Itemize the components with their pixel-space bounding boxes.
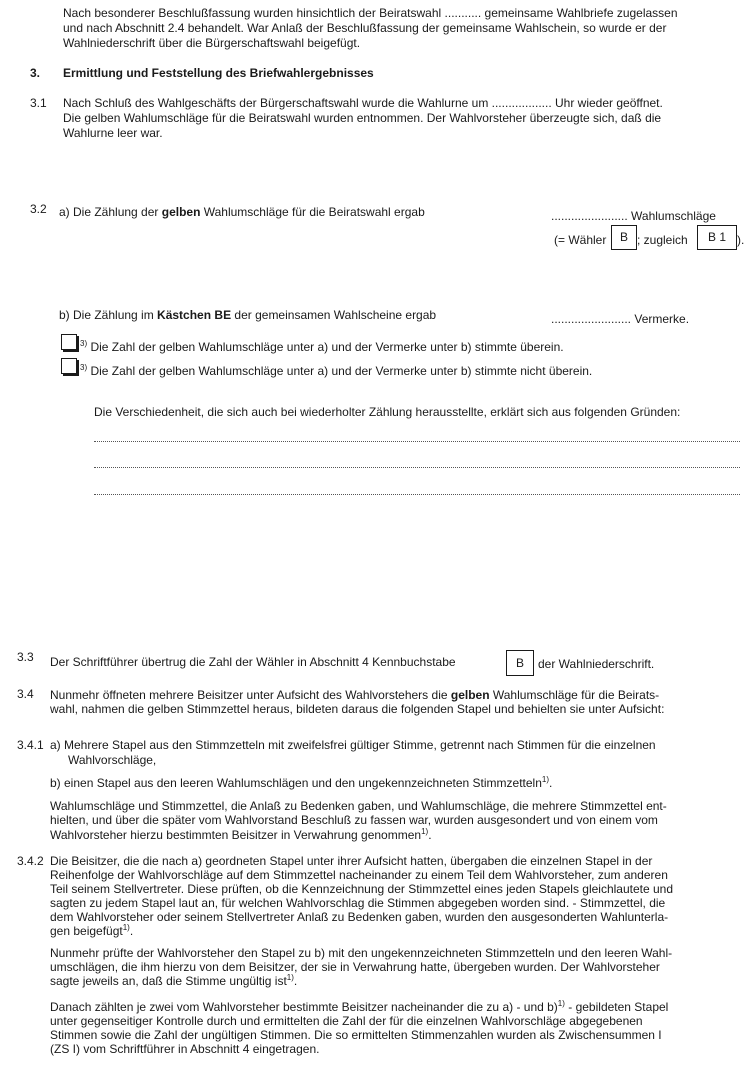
count-a-label: a) Die Zählung der gelben Wahlumschläge für die Beiratswahl ergab <box>59 205 425 219</box>
mismatch-checkbox[interactable] <box>61 358 77 374</box>
section-number: 3.3 <box>17 650 34 664</box>
paragraph-line: Stimmen sowie die Zahl der ungültigen Stimmen. Die so ermittelten Stimmenzahlen wurden als Zwischensummen I <box>50 1028 662 1042</box>
paragraph-line: Die gelben Wahlumschläge für die Beiratswahl wurden entnommen. Der Wahlvorsteher überzeugte sich, daß die <box>63 111 662 125</box>
section-number: 3. <box>30 66 41 80</box>
paragraph-line: hielten, und über die später vom Wahlvorstand Beschluß zu fassen war, wurden ausgesondert und von einem vom <box>50 813 658 827</box>
section-number: 3.4 <box>17 687 34 701</box>
paragraph: Nunmehr öffneten mehrere Beisitzer unter Aufsicht des Wahlvorstehers die gelben Wahlumschläge für die Beirats- wahl, nahmen die gelben Stimmzettel heraus, bildeten daraus die folgenden Stapel und behielten sie unter Aufsicht: <box>50 688 665 717</box>
paragraph-line: sagte jeweils an, daß die Stimme ungültig ist$^{1)}$. <box>50 973 298 988</box>
section-number: 3.1 <box>30 96 47 110</box>
section-number: 3.4.2 <box>17 854 44 868</box>
paragraph-line: Danach zählten je zwei vom Wahlvorsteher bestimmte Beisitzer nacheinander die zu a) - und b)$^{1)}$ - gebildeten Stapel <box>50 999 669 1014</box>
paragraph-line: sagten zu jedem Stapel laut an, für welchen Wahlvorschlag die Stimmen abgegeben worden sind. - Stimmzettel, die <box>50 896 666 910</box>
paragraph-line: Wahlvorschläge, <box>68 753 157 767</box>
paragraph-line: der Wahlniederschrift. <box>538 657 655 671</box>
difference-label: Die Verschiedenheit, die sich auch bei wiederholter Zählung herausstellte, erklärt sich aus folgenden Gründen: <box>94 405 681 419</box>
reason-line-1[interactable] <box>94 441 740 442</box>
match-checkbox[interactable] <box>61 334 77 350</box>
code-box-b: B <box>611 225 637 250</box>
voters-paren-close: ). <box>737 233 745 247</box>
paragraph-line: (ZS I) vom Schriftführer in Abschnitt 4 eingetragen. <box>50 1042 320 1056</box>
paragraph-line: dem Wahlvorsteher oder seinem Stellvertreter Anlaß zu Bedenken gaben, wurden den ausgesonderten Wahlunterla- <box>50 910 669 924</box>
count-b-field[interactable]: ........................ Vermerke. <box>551 312 690 326</box>
paragraph-line: Teil seinem Stellvertreter. Diese prüften, ob die Kennzeichnung der Stimmzettel eines jeden Stapels gleichlautete und <box>50 882 674 896</box>
paragraph-line: Die Beisitzer, die die nach a) geordneten Stapel unter ihrer Aufsicht hatten, übergaben die einzelnen Stapel in der <box>50 854 653 868</box>
paragraph-line: Nach Schluß des Wahlgeschäfts der Bürgerschaftswahl wurde die Wahlurne um .................. Uhr wieder geöffnet. <box>63 96 663 110</box>
paragraph-line: Reihenfolge der Wahlvorschläge auf dem Stimmzettel nacheinander zu einem Teil dem Wahlvorsteher, zum anderen <box>50 868 668 882</box>
reason-line-3[interactable] <box>94 494 740 495</box>
intro-line: Nach besonderer Beschlußfassung wurden hinsichtlich der Beiratswahl ........... gemeinsame Wahlbriefe zugelassen <box>63 6 678 20</box>
paragraph-line: Nunmehr prüfte der Wahlvorsteher den Stapel zu b) mit den ungekennzeichneten Stimmzetteln und den leeren Wahl- <box>50 946 673 960</box>
paragraph-line: unter gegenseitiger Kontrolle durch und ermittelten die Zahl der für die einzelnen Wahlvorschläge abgegebenen <box>50 1014 643 1028</box>
match-text: $^{3)}$ Die Zahl der gelben Wahlumschläge unter a) und der Vermerke unter b) stimmte überein. <box>80 339 564 354</box>
paragraph-line: Wahlurne leer war. <box>63 126 163 140</box>
paragraph-line: Wahlumschläge und Stimmzettel, die Anlaß zu Bedenken gaben, und Wahlumschläge, die mehrere Stimmzettel ent- <box>50 799 667 813</box>
paragraph-line: gen beigefügt$^{1)}$. <box>50 923 134 938</box>
paragraph-line: b) einen Stapel aus den leeren Wahlumschlägen und den ungekennzeichneten Stimmzetteln$^{1)}$. <box>50 775 553 790</box>
mismatch-text: $^{3)}$ Die Zahl der gelben Wahlumschläge unter a) und der Vermerke unter b) stimmte nicht überein. <box>80 363 593 378</box>
paragraph-line: umschlägen, die ihm hierzu von dem Beisitzer, der sie in Verwahrung hatte, übergeben wurden. Der Wahlvorsteher <box>50 960 660 974</box>
voters-paren-open: (= Wähler <box>554 233 607 247</box>
paragraph-line: Wahlvorsteher hierzu bestimmten Beisitzer in Verwahrung genommen$^{1)}$. <box>50 827 432 842</box>
section-title: Ermittlung und Feststellung des Briefwahlergebnisses <box>63 66 374 80</box>
code-box-b: B <box>506 650 534 676</box>
paragraph-line: a) Mehrere Stapel aus den Stimmzetteln mit zweifelsfrei gültiger Stimme, getrennt nach Stimmen für die einzelnen <box>50 738 656 752</box>
intro-line: und nach Abschnitt 2.4 behandelt. War Anlaß der Beschlußfassung der gemeinsame Wahlschein, so wurde er der <box>63 21 667 35</box>
count-a-field[interactable]: ....................... Wahlumschläge <box>551 209 716 223</box>
count-b-label: b) Die Zählung im Kästchen BE der gemeinsamen Wahlscheine ergab <box>59 308 437 322</box>
code-box-b1: B 1 <box>697 225 737 250</box>
intro-line: Wahlniederschrift über die Bürgerschaftswahl beigefügt. <box>63 36 361 50</box>
paragraph-line: Der Schriftführer übertrug die Zahl der Wähler in Abschnitt 4 Kennbuchstabe <box>50 655 456 669</box>
voters-paren-mid: ; zugleich <box>637 233 688 247</box>
reason-line-2[interactable] <box>94 467 740 468</box>
section-number: 3.4.1 <box>17 738 44 752</box>
section-number: 3.2 <box>30 202 47 216</box>
